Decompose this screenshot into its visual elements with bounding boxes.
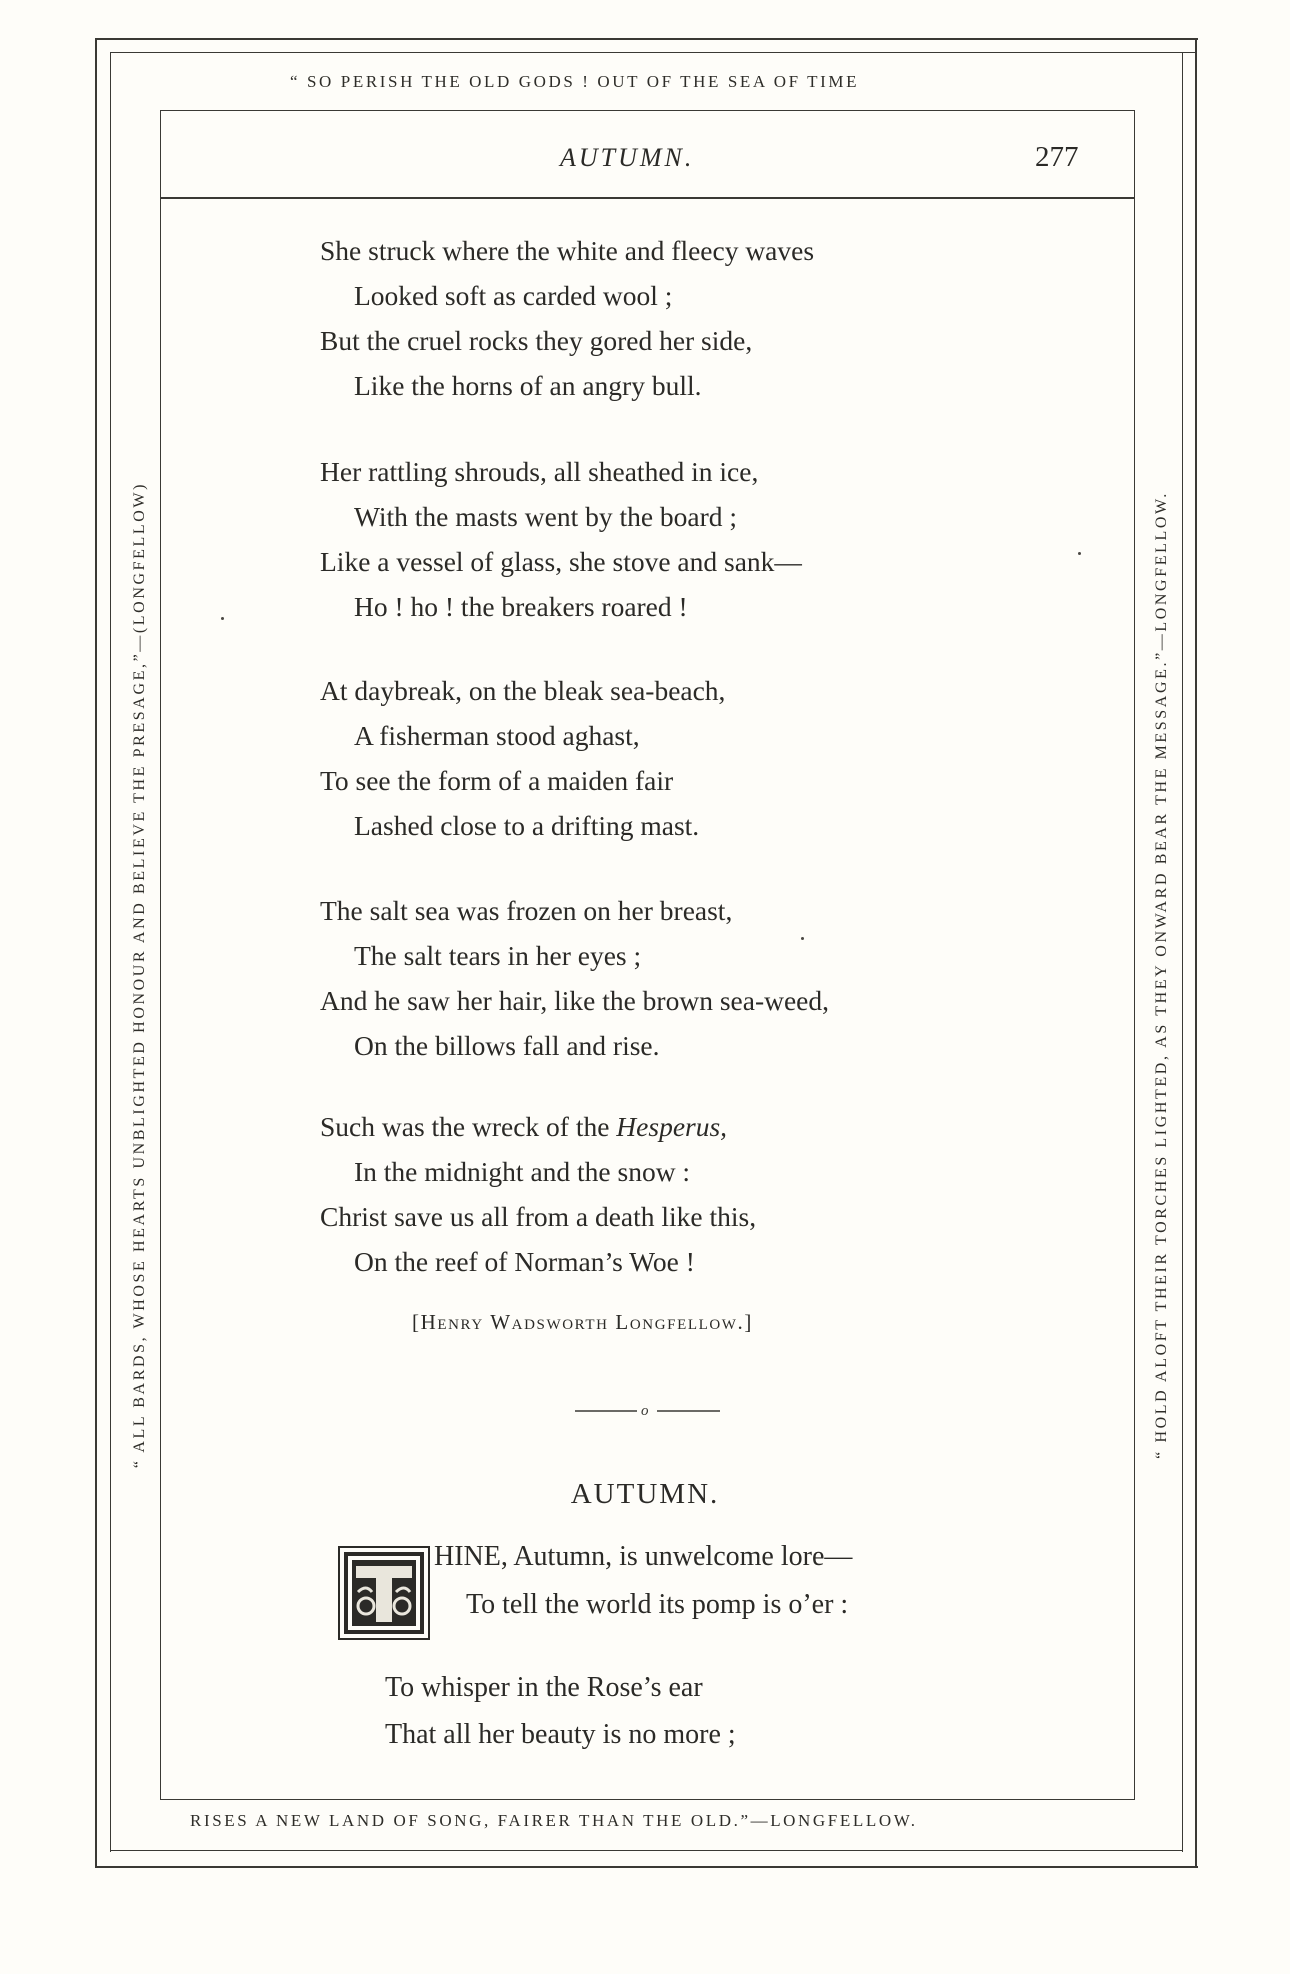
poem-title [0, 1478, 1290, 1511]
outer-border-left [95, 38, 97, 1868]
poem-line: But the cruel rocks they gored her side, [320, 325, 753, 356]
poem-line: With the masts went by the board ; [354, 501, 738, 532]
stanza-5 [320, 1104, 1020, 1284]
inner-frame-top [160, 110, 1135, 111]
outer-border-bottom [95, 1866, 1198, 1868]
poem-line: That all her beauty is no more ; [385, 1719, 736, 1750]
page-number: 277 [1035, 141, 1079, 173]
inner-frame-header-rule [160, 197, 1135, 199]
poem-line: On the reef of Norman’s Woe ! [354, 1246, 695, 1277]
poem-line: HINE, Autumn, is unwelcome lore— [434, 1541, 853, 1572]
outer-border-left-2 [110, 52, 111, 1852]
outer-border-top-2 [110, 52, 1195, 53]
poem-line: The salt sea was frozen on her breast, [320, 895, 733, 926]
running-title: AUTUMN. [560, 143, 695, 172]
stanza-4 [320, 888, 1020, 1068]
poem-line: Looked soft as carded wool ; [354, 280, 673, 311]
poem-line: In the midnight and the snow : [354, 1156, 691, 1187]
outer-border-right-2 [1182, 52, 1183, 1852]
stanza-2 [320, 449, 1020, 629]
poem-line: To see the form of a maiden fair [320, 765, 674, 796]
poem-line: Like a vessel of glass, she stove and sank— [320, 546, 802, 577]
poem-line [320, 1104, 1020, 1149]
page-speck [1078, 552, 1081, 555]
stanza-1 [320, 228, 1020, 408]
author-attribution: [Henry Wadsworth Longfellow.] [412, 1310, 753, 1334]
inner-frame-right [1134, 110, 1135, 1800]
poem-line: The salt tears in her eyes ; [354, 940, 642, 971]
poem-line: Ho ! ho ! the breakers roared ! [354, 591, 688, 622]
poem-line: And he saw her hair, like the brown sea-weed, [320, 985, 829, 1016]
poem-title-text: AUTUMN. [570, 1478, 720, 1510]
poem-line: To whisper in the Rose’s ear [385, 1672, 703, 1703]
left-border-motto: “ ALL BARDS, WHOSE HEARTS UNBLIGHTED HONOUR AND BELIEVE THE PRESAGE,”—(LONGFELLOW) [131, 481, 148, 1469]
page-speck [221, 617, 224, 620]
outer-border-bottom-2 [110, 1850, 1183, 1851]
poem-line: Lashed close to a drifting mast. [354, 810, 700, 841]
section-divider-ornament [575, 1400, 720, 1420]
poem-line: Her rattling shrouds, all sheathed in ice, [320, 456, 759, 487]
ship-name: Hesperus, [616, 1111, 728, 1142]
poem-line: A fisherman stood aghast, [354, 720, 640, 751]
poem-line: Like the horns of an angry bull. [354, 370, 702, 401]
ornament-glyph: o [641, 1403, 649, 1419]
top-border-motto: “ SO PERISH THE OLD GODS ! OUT OF THE SEA OF TIME [290, 72, 860, 91]
outer-border-right [1195, 38, 1197, 1868]
bottom-border-motto: RISES A NEW LAND OF SONG, FAIRER THAN THE OLD.”—LONGFELLOW. [190, 1811, 918, 1830]
decorative-initial-t-icon [338, 1546, 430, 1640]
poem-line: To tell the world its pomp is o’er : [466, 1589, 849, 1620]
poem-line-text: Such was the wreck of the [320, 1111, 617, 1142]
outer-border-top [95, 38, 1198, 40]
inner-frame-bottom [160, 1799, 1135, 1800]
poem-line: Christ save us all from a death like this, [320, 1201, 757, 1232]
poem-line: At daybreak, on the bleak sea-beach, [320, 675, 726, 706]
poem-line: She struck where the white and fleecy waves [320, 235, 815, 266]
right-border-motto: “ HOLD ALOFT THEIR TORCHES LIGHTED, AS THEY ONWARD BEAR THE MESSAGE.”—LONGFELLOW. [1153, 491, 1170, 1459]
inner-frame-left [160, 110, 161, 1800]
stanza-3 [320, 668, 1020, 848]
page-speck [801, 937, 804, 940]
poem-line: On the billows fall and rise. [354, 1030, 660, 1061]
